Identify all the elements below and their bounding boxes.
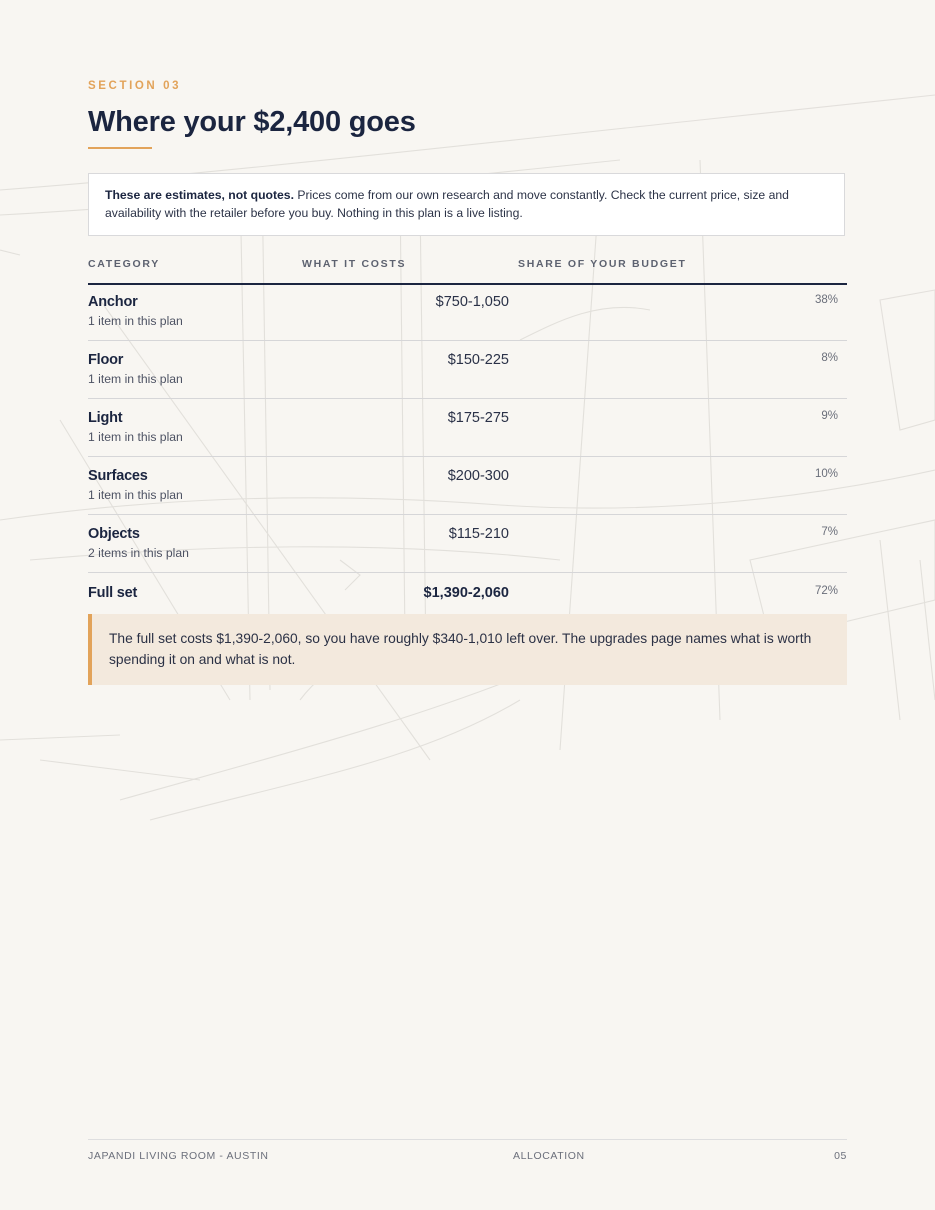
row-cost: $175-275 — [447, 410, 509, 426]
table-header — [88, 256, 847, 285]
row-cost: $750-1,050 — [435, 294, 509, 310]
table-row — [88, 283, 847, 341]
notice-body: Prices come from our own research and move constantly. Check the current price, size and availability with the retailer before you buy. Nothing in this plan is a live listing. — [105, 188, 789, 220]
notice-lead: These are estimates, not quotes. — [105, 188, 294, 202]
row-item-count: 1 item in this plan — [88, 488, 183, 502]
estimate-notice — [88, 173, 845, 236]
header-category: CATEGORY — [88, 258, 160, 270]
page-title: Where your $2,400 goes — [88, 106, 416, 138]
row-share: 8% — [821, 352, 838, 364]
row-category: Floor — [88, 352, 124, 368]
row-item-count: 1 item in this plan — [88, 372, 183, 386]
row-category: Anchor — [88, 294, 138, 310]
allocation-table — [88, 283, 847, 573]
footer-section: ALLOCATION — [513, 1150, 585, 1162]
row-share: 38% — [814, 294, 838, 306]
page-number: 05 — [834, 1150, 847, 1162]
total-cost: $1,390-2,060 — [423, 585, 509, 601]
table-row — [88, 399, 847, 457]
leftover-callout: The full set costs $1,390-2,060, so you have roughly $340-1,010 left over. The upgrades page names what is worth spending it on and what is not. — [88, 614, 847, 685]
row-cost: $200-300 — [447, 468, 509, 484]
row-category: Light — [88, 410, 123, 426]
row-item-count: 1 item in this plan — [88, 430, 183, 444]
row-item-count: 2 items in this plan — [88, 546, 189, 560]
row-item-count: 1 item in this plan — [88, 314, 183, 328]
row-share: 7% — [821, 526, 838, 538]
footer-project: JAPANDI LIVING ROOM - AUSTIN — [88, 1150, 269, 1162]
row-category: Surfaces — [88, 468, 148, 484]
row-cost: $150-225 — [447, 352, 509, 368]
total-share: 72% — [814, 585, 838, 597]
table-row — [88, 457, 847, 515]
footer-divider — [88, 1139, 847, 1140]
table-row — [88, 515, 847, 573]
row-cost: $115-210 — [448, 526, 509, 542]
header-share: SHARE OF YOUR BUDGET — [518, 258, 687, 270]
total-row — [88, 573, 847, 614]
total-label: Full set — [88, 585, 138, 601]
row-share: 10% — [814, 468, 838, 480]
section-eyebrow: SECTION 03 — [88, 80, 182, 92]
row-category: Objects — [88, 526, 140, 542]
title-underline — [88, 147, 152, 149]
header-cost: WHAT IT COSTS — [302, 258, 407, 270]
table-row — [88, 341, 847, 399]
row-share: 9% — [821, 410, 838, 422]
